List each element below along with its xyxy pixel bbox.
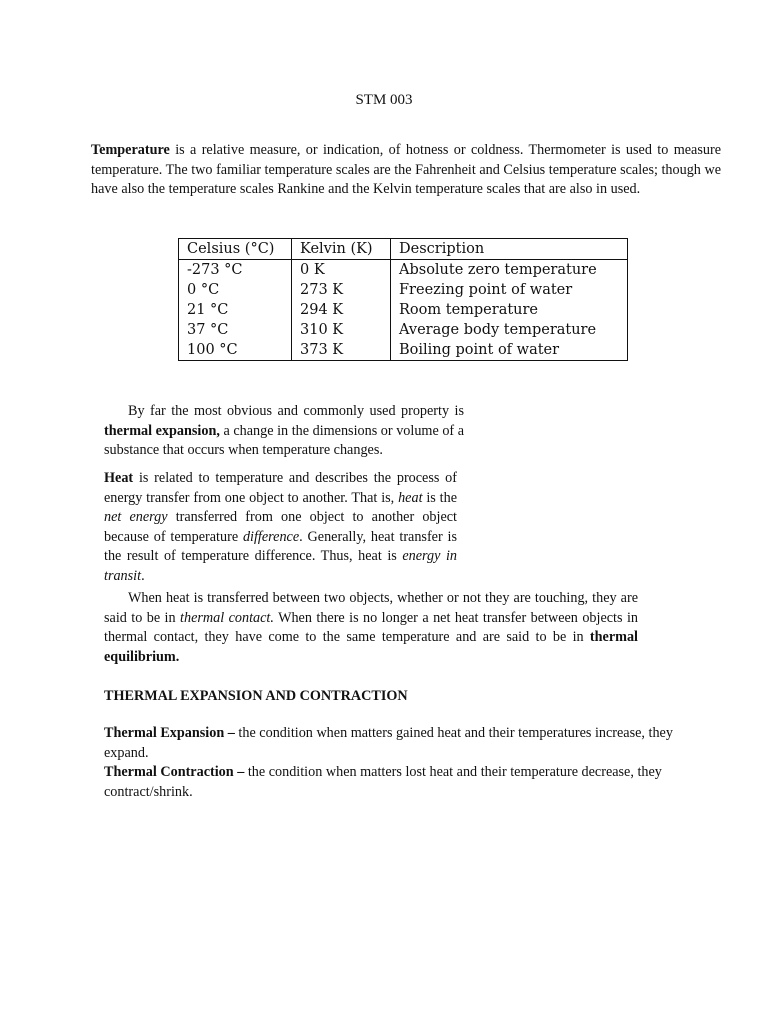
heat-paragraph <box>104 469 457 587</box>
heat-term: Heat <box>104 470 134 486</box>
description-cell: Average body temperature <box>391 320 628 340</box>
definition-term: Thermal Expansion – <box>104 725 235 741</box>
temperature-term: Temperature <box>91 142 170 158</box>
definitions-block <box>104 724 712 802</box>
celsius-cell: 100 °C <box>179 340 292 361</box>
celsius-cell: -273 °C <box>179 260 292 281</box>
definition-term: Thermal Contraction – <box>104 764 245 781</box>
temperature-text: is a relative measure, or indication, of hotness or coldness. Thermometer is used to measure temperature. The two familiar temperature scales are the Fahrenheit and Celsius temperature scales; though we have also the temperature scales Rankine and the Kelvin temperature scales that are also in used. <box>91 142 721 198</box>
description-cell: Freezing point of water <box>391 280 628 300</box>
heat-italic-3: difference <box>242 528 300 545</box>
heat-italic-4: energy in transit <box>104 548 457 584</box>
definition-text: the condition when matters gained heat and their temperatures increase, they expand. <box>104 725 673 761</box>
table-header-row <box>179 239 628 260</box>
kelvin-cell: 273 K <box>292 280 391 300</box>
heat-text-1: is related to temperature and describes the process of energy transfer from one object to another. That is, <box>104 470 457 506</box>
kelvin-cell: 294 K <box>292 300 391 320</box>
contact-text-1: When heat is transferred between two objects, whether or not they are touching, they are said to be in <box>104 590 638 626</box>
expansion-term: thermal expansion, <box>104 422 220 439</box>
definition-text: the condition when matters lost heat and their temperature decrease, they contract/shrink. <box>104 764 662 800</box>
heat-text-2: is the <box>422 489 457 506</box>
thermal-contact-paragraph <box>104 589 638 667</box>
thermal-equilibrium-term: thermal equilibrium. <box>104 629 638 665</box>
temperature-table <box>178 238 628 361</box>
heat-italic-1: heat <box>398 489 423 506</box>
kelvin-cell: 0 K <box>292 260 391 281</box>
table-row <box>179 260 628 281</box>
definition-item <box>104 724 712 763</box>
column-header-kelvin: Kelvin (K) <box>292 239 391 260</box>
celsius-cell: 21 °C <box>179 300 292 320</box>
contact-text-2: When there is no longer a net heat transfer between objects in thermal contact, they have come to the same temperature and are said to be in <box>104 609 638 646</box>
kelvin-cell: 373 K <box>292 340 391 361</box>
table-row <box>179 340 628 361</box>
document-code: STM 003 <box>355 92 413 108</box>
heat-text-3: transferred from one object to another object because of temperature <box>104 509 457 545</box>
heat-text-4: . Generally, heat transfer is the result of temperature difference. Thus, heat is <box>104 528 457 565</box>
table-row <box>179 320 628 340</box>
kelvin-cell: 310 K <box>292 320 391 340</box>
column-header-celsius: Celsius (°C) <box>179 239 292 260</box>
section-title: THERMAL EXPANSION AND CONTRACTION <box>104 688 408 704</box>
table-row <box>179 280 628 300</box>
definition-item <box>104 763 712 802</box>
expansion-rest: a change in the dimensions or volume of a substance that occurs when temperature changes. <box>104 422 464 459</box>
temperature-paragraph <box>91 141 721 200</box>
table-row <box>179 300 628 320</box>
contact-italic-1: thermal contact. <box>180 609 274 626</box>
column-header-description: Description <box>391 239 628 260</box>
description-cell: Room temperature <box>391 300 628 320</box>
heat-text-5: . <box>141 567 145 584</box>
expansion-lead: By far the most obvious and commonly used property is <box>128 403 464 419</box>
thermal-expansion-paragraph <box>104 402 464 461</box>
celsius-cell: 0 °C <box>179 280 292 300</box>
description-cell: Absolute zero temperature <box>391 260 628 281</box>
celsius-cell: 37 °C <box>179 320 292 340</box>
description-cell: Boiling point of water <box>391 340 628 361</box>
heat-italic-2: net energy <box>104 509 168 526</box>
